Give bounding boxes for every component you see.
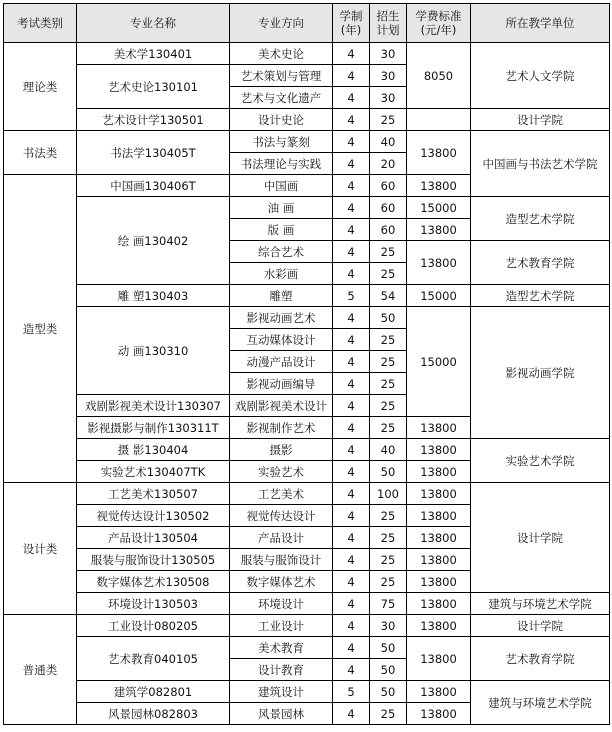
table-cell: 30 xyxy=(370,65,407,87)
table-cell: 设计学院 xyxy=(471,483,610,593)
table-cell: 设计史论 xyxy=(230,109,333,131)
table-cell: 动 画130310 xyxy=(77,307,230,395)
table-cell: 25 xyxy=(370,329,407,351)
table-cell: 13800 xyxy=(407,703,471,725)
table-cell: 4 xyxy=(333,373,370,395)
table-cell: 4 xyxy=(333,703,370,725)
table-cell: 75 xyxy=(370,593,407,615)
table-cell: 13800 xyxy=(407,637,471,681)
table-cell: 动漫产品设计 xyxy=(230,351,333,373)
header-major-name: 专业名称 xyxy=(77,4,230,43)
table-cell: 25 xyxy=(370,505,407,527)
header-row xyxy=(4,4,610,43)
table-cell: 影视动画艺术 xyxy=(230,307,333,329)
table-cell: 4 xyxy=(333,439,370,461)
table-cell: 工业设计 xyxy=(230,615,333,637)
table-cell: 产品设计 xyxy=(230,527,333,549)
table-cell: 雕 塑130403 xyxy=(77,285,230,307)
table-cell: 25 xyxy=(370,549,407,571)
table-cell: 25 xyxy=(370,351,407,373)
table-cell xyxy=(407,109,471,131)
table-cell: 13800 xyxy=(407,483,471,505)
header-exam-category: 考试类别 xyxy=(4,4,77,43)
table-cell: 互动媒体设计 xyxy=(230,329,333,351)
table-cell: 服装与服饰设计130505 xyxy=(77,549,230,571)
header-teaching-unit: 所在教学单位 xyxy=(471,4,610,43)
table-cell: 戏剧影视美术设计 xyxy=(230,395,333,417)
table-cell: 13800 xyxy=(407,505,471,527)
table-cell: 13800 xyxy=(407,219,471,241)
table-cell: 13800 xyxy=(407,681,471,703)
table-cell: 设计教育 xyxy=(230,659,333,681)
table-cell: 视觉传达设计130502 xyxy=(77,505,230,527)
table-cell: 艺术史论130101 xyxy=(77,65,230,109)
table-cell: 普通类 xyxy=(4,615,77,725)
table-cell: 设计学院 xyxy=(471,615,610,637)
table-cell: 4 xyxy=(333,527,370,549)
table-cell: 影视动画学院 xyxy=(471,307,610,439)
table-cell: 中国画130406T xyxy=(77,175,230,197)
table-cell: 13800 xyxy=(407,131,471,175)
table-cell: 实验艺术 xyxy=(230,461,333,483)
table-cell: 50 xyxy=(370,307,407,329)
table-cell: 风景园林082803 xyxy=(77,703,230,725)
table-row xyxy=(4,109,610,131)
table-cell: 影视摄影与制作130311T xyxy=(77,417,230,439)
table-cell: 书法理论与实践 xyxy=(230,153,333,175)
table-cell: 设计学院 xyxy=(471,109,610,131)
table-cell: 8050 xyxy=(407,43,471,109)
header-duration-label: 学制 (年) xyxy=(339,9,363,37)
table-cell: 书法类 xyxy=(4,131,77,175)
table-cell: 13800 xyxy=(407,417,471,439)
table-cell: 戏剧影视美术设计130307 xyxy=(77,395,230,417)
table-cell: 100 xyxy=(370,483,407,505)
table-cell: 4 xyxy=(333,659,370,681)
table-cell: 13800 xyxy=(407,615,471,637)
table-cell: 综合艺术 xyxy=(230,241,333,263)
table-cell: 建筑与环境艺术学院 xyxy=(471,593,610,615)
table-cell: 影视动画编导 xyxy=(230,373,333,395)
table-cell: 艺术人文学院 xyxy=(471,43,610,109)
table-cell: 建筑与环境艺术学院 xyxy=(471,681,610,725)
table-cell: 艺术教育学院 xyxy=(471,637,610,681)
table-cell: 20 xyxy=(370,153,407,175)
table-row xyxy=(4,307,610,329)
table-cell: 50 xyxy=(370,461,407,483)
table-cell: 造型艺术学院 xyxy=(471,197,610,241)
table-cell: 4 xyxy=(333,417,370,439)
table-cell: 25 xyxy=(370,571,407,593)
table-cell: 25 xyxy=(370,417,407,439)
table-cell: 13800 xyxy=(407,571,471,593)
table-cell: 设计类 xyxy=(4,483,77,615)
table-row xyxy=(4,197,610,219)
table-body xyxy=(4,43,610,725)
table-cell: 4 xyxy=(333,87,370,109)
table-cell: 美术史论 xyxy=(230,43,333,65)
table-cell: 建筑设计 xyxy=(230,681,333,703)
table-cell: 建筑学082801 xyxy=(77,681,230,703)
table-cell: 25 xyxy=(370,263,407,285)
table-cell: 30 xyxy=(370,87,407,109)
table-cell: 60 xyxy=(370,219,407,241)
table-row xyxy=(4,439,610,461)
table-cell: 4 xyxy=(333,637,370,659)
table-cell: 4 xyxy=(333,329,370,351)
table-cell: 艺术与文化遗产 xyxy=(230,87,333,109)
table-cell: 4 xyxy=(333,175,370,197)
table-cell: 产品设计130504 xyxy=(77,527,230,549)
table-cell: 4 xyxy=(333,615,370,637)
table-cell: 30 xyxy=(370,615,407,637)
table-cell: 风景园林 xyxy=(230,703,333,725)
table-cell: 数字媒体艺术 xyxy=(230,571,333,593)
table-cell: 50 xyxy=(370,637,407,659)
header-tuition-label: 学费标准 (元/年) xyxy=(415,9,462,37)
table-cell: 4 xyxy=(333,153,370,175)
table-cell: 13800 xyxy=(407,527,471,549)
table-cell: 4 xyxy=(333,241,370,263)
table-cell: 数字媒体艺术130508 xyxy=(77,571,230,593)
table-cell: 54 xyxy=(370,285,407,307)
table-cell: 艺术设计学130501 xyxy=(77,109,230,131)
table-cell: 服装与服饰设计 xyxy=(230,549,333,571)
header-enrollment-plan xyxy=(370,4,407,43)
table-cell: 13800 xyxy=(407,461,471,483)
enrollment-table-container xyxy=(3,3,610,725)
enrollment-table xyxy=(3,3,610,725)
table-cell: 艺术策划与管理 xyxy=(230,65,333,87)
table-cell: 4 xyxy=(333,505,370,527)
table-cell: 美术学130401 xyxy=(77,43,230,65)
table-cell: 13800 xyxy=(407,241,471,285)
table-cell: 4 xyxy=(333,461,370,483)
table-cell: 造型艺术学院 xyxy=(471,285,610,307)
table-cell: 中国画 xyxy=(230,175,333,197)
table-cell: 13800 xyxy=(407,593,471,615)
table-cell: 4 xyxy=(333,219,370,241)
table-cell: 工业设计080205 xyxy=(77,615,230,637)
table-cell: 15000 xyxy=(407,285,471,307)
table-cell: 雕塑 xyxy=(230,285,333,307)
table-row xyxy=(4,285,610,307)
table-cell: 4 xyxy=(333,131,370,153)
table-cell: 书法学130405T xyxy=(77,131,230,175)
table-cell: 美术教育 xyxy=(230,637,333,659)
table-cell: 实验艺术130407TK xyxy=(77,461,230,483)
table-cell: 环境设计130503 xyxy=(77,593,230,615)
table-cell: 4 xyxy=(333,197,370,219)
table-cell: 4 xyxy=(333,65,370,87)
table-row xyxy=(4,681,610,703)
table-row xyxy=(4,483,610,505)
table-cell: 25 xyxy=(370,109,407,131)
table-cell: 工艺美术130507 xyxy=(77,483,230,505)
table-cell: 视觉传达设计 xyxy=(230,505,333,527)
table-cell: 4 xyxy=(333,43,370,65)
table-cell: 环境设计 xyxy=(230,593,333,615)
header-duration xyxy=(333,4,370,43)
table-cell: 工艺美术 xyxy=(230,483,333,505)
table-cell: 4 xyxy=(333,395,370,417)
table-cell: 40 xyxy=(370,131,407,153)
table-cell: 15000 xyxy=(407,197,471,219)
table-row xyxy=(4,131,610,153)
header-tuition xyxy=(407,4,471,43)
table-cell: 5 xyxy=(333,285,370,307)
table-cell: 15000 xyxy=(407,307,471,417)
table-cell: 油 画 xyxy=(230,197,333,219)
table-cell: 4 xyxy=(333,593,370,615)
table-cell: 实验艺术学院 xyxy=(471,439,610,483)
table-cell: 艺术教育学院 xyxy=(471,241,610,285)
table-cell: 摄 影130404 xyxy=(77,439,230,461)
table-cell: 30 xyxy=(370,43,407,65)
table-cell: 13800 xyxy=(407,439,471,461)
table-cell: 4 xyxy=(333,483,370,505)
header-plan-label: 招生 计划 xyxy=(376,9,400,37)
table-cell: 4 xyxy=(333,549,370,571)
table-cell: 60 xyxy=(370,175,407,197)
table-cell: 25 xyxy=(370,373,407,395)
table-cell: 13800 xyxy=(407,175,471,197)
table-cell: 4 xyxy=(333,109,370,131)
table-cell: 中国画与书法艺术学院 xyxy=(471,131,610,197)
table-cell: 40 xyxy=(370,439,407,461)
table-cell: 50 xyxy=(370,659,407,681)
table-cell: 水彩画 xyxy=(230,263,333,285)
table-cell: 25 xyxy=(370,241,407,263)
table-cell: 摄影 xyxy=(230,439,333,461)
table-cell: 25 xyxy=(370,395,407,417)
table-row xyxy=(4,637,610,659)
table-cell: 4 xyxy=(333,571,370,593)
table-cell: 书法与篆刻 xyxy=(230,131,333,153)
table-cell: 13800 xyxy=(407,549,471,571)
table-cell: 4 xyxy=(333,263,370,285)
table-cell: 造型类 xyxy=(4,175,77,483)
table-cell: 25 xyxy=(370,703,407,725)
table-cell: 4 xyxy=(333,307,370,329)
table-cell: 4 xyxy=(333,351,370,373)
table-cell: 25 xyxy=(370,527,407,549)
table-cell: 5 xyxy=(333,681,370,703)
header-major-direction: 专业方向 xyxy=(230,4,333,43)
table-row xyxy=(4,615,610,637)
table-row xyxy=(4,43,610,65)
table-cell: 艺术教育040105 xyxy=(77,637,230,681)
table-cell: 绘 画130402 xyxy=(77,197,230,285)
table-cell: 60 xyxy=(370,197,407,219)
table-row xyxy=(4,593,610,615)
table-cell: 版 画 xyxy=(230,219,333,241)
table-cell: 影视制作艺术 xyxy=(230,417,333,439)
table-cell: 理论类 xyxy=(4,43,77,131)
table-cell: 50 xyxy=(370,681,407,703)
